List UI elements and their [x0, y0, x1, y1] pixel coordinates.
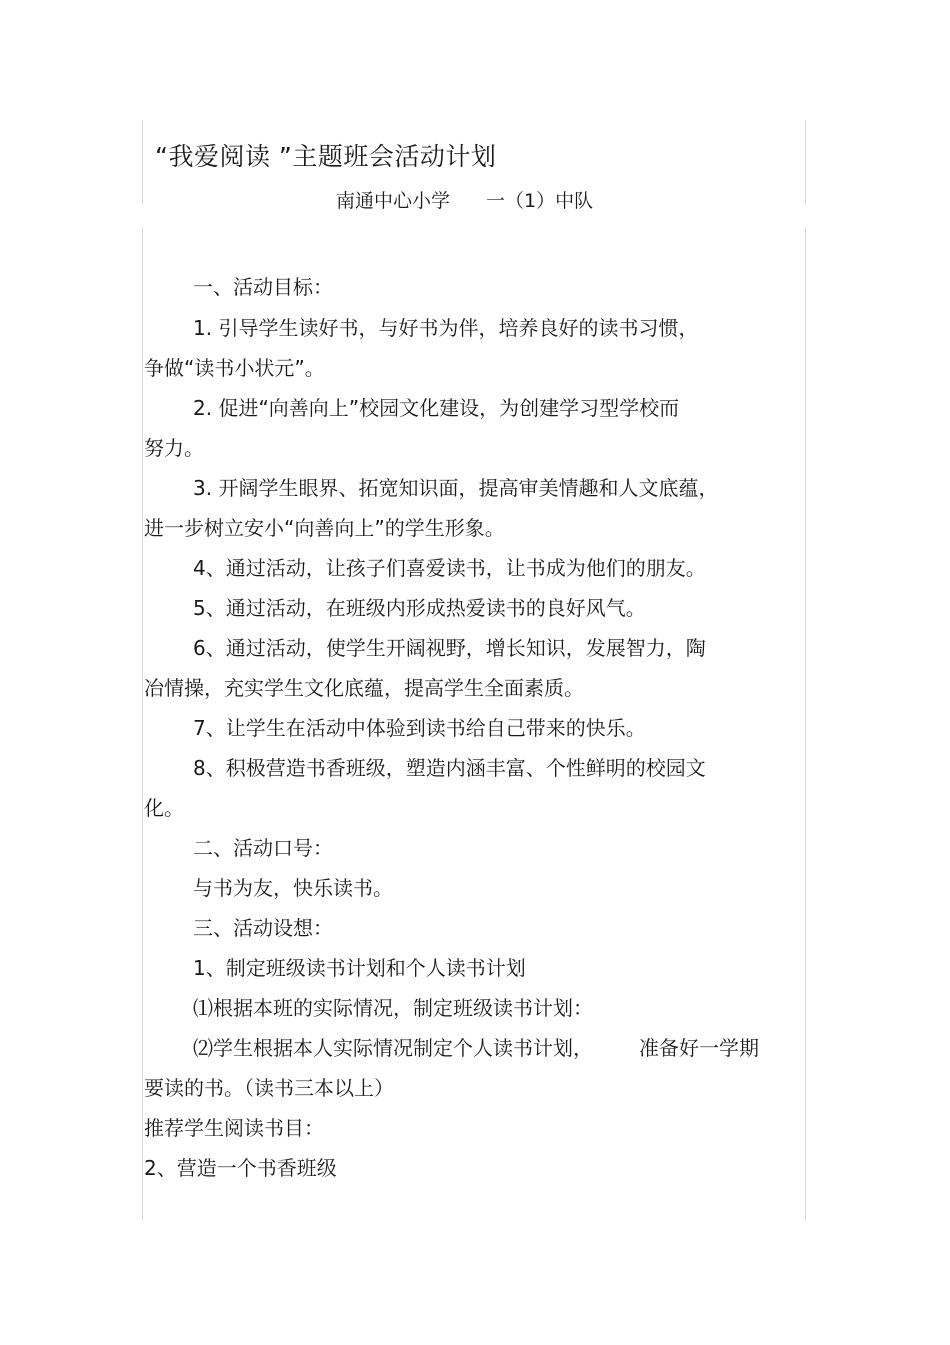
school-name: 南通中心小学: [336, 190, 451, 212]
right-margin-rule-top: [805, 120, 806, 205]
document-subtitle: [336, 186, 593, 213]
goal-1-line-1: 1. 引导学生读好书，与好书为伴，培养良好的读书习惯，: [193, 316, 699, 340]
goal-7: 7、让学生在活动中体验到读书给自己带来的快乐。: [193, 716, 646, 740]
plan-1-item-1: ⑴根据本班的实际情况，制定班级读书计划：: [193, 996, 593, 1020]
plan-1-item-2-part-b: 准备好一学期: [639, 1036, 759, 1060]
goal-2-line-1: 2. 促进“向善向上”校园文化建设，为创建学习型学校而: [193, 396, 680, 420]
goal-3-line-2: 进一步树立安小“向善向上”的学生形象。: [144, 516, 505, 540]
heading-goals: 一、活动目标：: [193, 275, 333, 299]
plan-1-item-2-line-1: [193, 1034, 759, 1062]
goal-4: 4、通过活动，让孩子们喜爱读书，让书成为他们的朋友。: [193, 556, 706, 580]
class-name: 一（1）中队: [486, 190, 594, 212]
goal-1-line-2: 争做“读书小状元”。: [144, 356, 325, 380]
goal-5: 5、通过活动，在班级内形成热爱读书的良好风气。: [193, 596, 646, 620]
slogan-text: 与书为友，快乐读书。: [193, 876, 393, 900]
heading-plan: 三、活动设想：: [193, 916, 333, 940]
goal-8-line-2: 化。: [144, 796, 184, 820]
left-margin-rule: [142, 228, 143, 1221]
plan-1-item-2-part-a: ⑵学生根据本人实际情况制定个人读书计划，: [193, 1036, 593, 1060]
plan-2: 2、营造一个书香班级: [144, 1156, 337, 1180]
plan-1: 1、制定班级读书计划和个人读书计划: [193, 956, 526, 980]
recommended-books: 推荐学生阅读书目：: [144, 1116, 324, 1140]
goal-3-line-1: 3. 开阔学生眼界、拓宽知识面，提高审美情趣和人文底蕴，: [193, 476, 719, 500]
document-title: “我爱阅读 ”主题班会活动计划: [155, 142, 497, 171]
goal-6-line-2: 冶情操，充实学生文化底蕴，提高学生全面素质。: [144, 676, 584, 700]
plan-1-item-2-line-2: 要读的书。（读书三本以上）: [144, 1076, 394, 1100]
left-margin-rule-top: [142, 120, 143, 205]
goal-8-line-1: 8、积极营造书香班级，塑造内涵丰富、个性鲜明的校园文: [193, 756, 706, 780]
goal-2-line-2: 努力。: [144, 436, 204, 460]
goal-6-line-1: 6、通过活动，使学生开阔视野，增长知识，发展智力，陶: [193, 636, 706, 660]
heading-slogan: 二、活动口号：: [193, 836, 333, 860]
right-margin-rule: [805, 228, 806, 1221]
